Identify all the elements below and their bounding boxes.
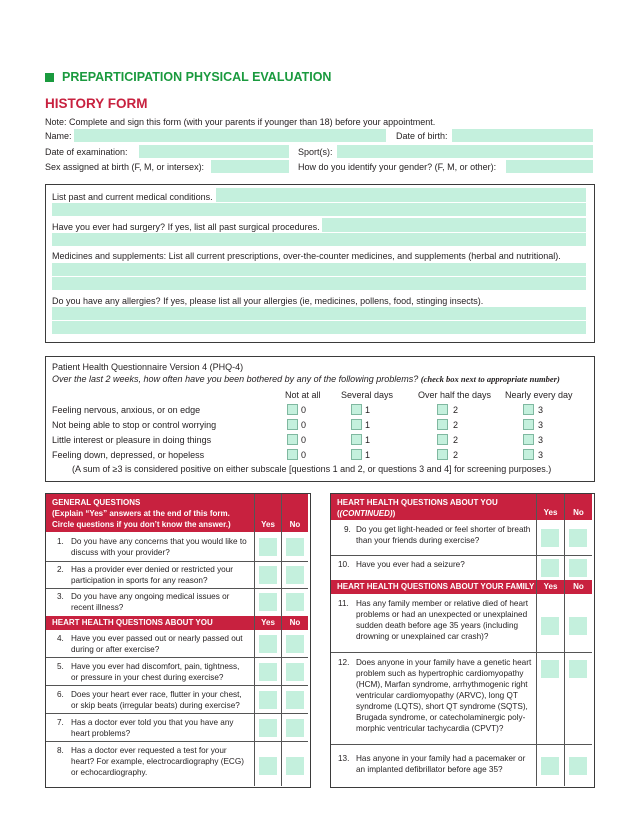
page-title: HISTORY FORM [45,96,148,111]
q12-yes-checkbox[interactable] [541,660,559,678]
phq4-row-2-label: Not being able to stop or control worrying [52,420,217,430]
q13-no-checkbox[interactable] [569,757,587,775]
allergies-field-2[interactable] [52,321,586,334]
question-text: Has a doctor ever requested a test for your heart? For example, electrocardiography (ECG) or echocardiography. [71,746,244,777]
exam-date-field[interactable] [139,145,289,158]
row-divider [46,685,308,686]
phq4-checkbox[interactable] [351,419,362,430]
phq4-checkbox[interactable] [523,404,534,415]
question-text: Does anyone in your family have a genetic heart problem such as hypertrophic cardiomyopathy (HCM), Marfan syndrome, arrhythmogenic right ventricular cardiomyopathy (ARVC), long QT syndrome (LQTS), short QT syndrome (SQTS), Brugada syndrome, or catecholaminergic poly- morphic ventricular tachycardia (CPVT)? [356,658,532,733]
column-divider [281,494,282,786]
question-text: Do you get light-headed or feel shorter of breath than your friends during exercise? [356,525,531,545]
surgery-label: Have you ever had surgery? If yes, list all past surgical procedures. [52,222,320,232]
q9-yes-checkbox[interactable] [541,529,559,547]
phq4-checkbox[interactable] [523,419,534,430]
phq4-value: 1 [365,420,371,430]
yes-column-header: Yes [537,580,564,594]
column-divider [564,494,565,786]
phq4-value: 2 [453,450,459,460]
instructions-note: Note: Complete and sign this form (with your parents if younger than 18) before your appointment. [45,117,436,127]
phq4-title: Patient Health Questionnaire Version 4 (PHQ-4) [52,362,244,372]
question-text: Has anyone in your family had a pacemaker or an implanted defibrillator before age 35? [356,754,526,774]
phq4-checkbox[interactable] [287,434,298,445]
q12-no-checkbox[interactable] [569,660,587,678]
row-divider [331,652,592,653]
phq4-checkbox[interactable] [437,449,448,460]
family-heart-health-header: HEART HEALTH QUESTIONS ABOUT YOUR FAMILY [331,580,536,594]
medicines-label: Medicines and supplements: List all current prescriptions, over-the-counter medicines, and supplements (herbal and nutritional). [52,251,561,261]
heart-health-continued-header: HEART HEALTH QUESTIONS ABOUT YOU ((CONTINUED)) [331,494,536,520]
q10-yes-checkbox[interactable] [541,559,559,577]
phq4-checkbox[interactable] [523,449,534,460]
phq4-value: 0 [301,435,307,445]
no-column-header: No [282,494,308,532]
phq4-instruction: Over the last 2 weeks, how often have you been bothered by any of the following problems? (check box next to appropriate number) [52,374,560,384]
phq4-value: 2 [453,435,459,445]
phq4-col-several-days: Several days [341,390,394,400]
phq4-value: 1 [365,435,371,445]
yes-column-header: Yes [255,616,281,630]
conditions-field-2[interactable] [52,203,586,216]
yes-column-header: Yes [537,494,564,520]
question-text: Do you have any ongoing medical issues or recent illness? [71,592,230,612]
phq4-checkbox[interactable] [351,449,362,460]
phq4-checkbox[interactable] [523,434,534,445]
phq4-checkbox[interactable] [287,404,298,415]
question-number: 6. [57,690,64,699]
phq4-footnote: (A sum of ≥3 is considered positive on either subscale [questions 1 and 2, or questions 3 and 4] for screening purposes.) [72,464,552,474]
question-number: 7. [57,718,64,727]
row-divider [46,561,308,562]
question-text: Have you ever had discomfort, pain, tightness, or pressure in your chest during exercise? [71,662,240,682]
exam-date-label: Date of examination: [45,147,128,157]
sports-field[interactable] [337,145,593,158]
phq4-checkbox[interactable] [287,449,298,460]
form-title: PREPARTICIPATION PHYSICAL EVALUATION [62,70,332,84]
allergies-label: Do you have any allergies? If yes, please list all your allergies (ie, medicines, pollens, food, stinging insects). [52,296,484,306]
phq4-value: 0 [301,450,307,460]
question-number: 10. [338,560,350,569]
question-text: Have you ever had a seizure? [356,560,465,569]
question-text: Has a doctor ever told you that you have any heart problems? [71,718,234,738]
surgery-field[interactable] [322,218,586,232]
phq4-checkbox[interactable] [437,419,448,430]
question-text: Do you have any concerns that you would like to discuss with your provider? [71,537,247,557]
no-column-header: No [282,616,308,630]
dob-label: Date of birth: [396,131,448,141]
no-column-header: No [565,494,592,520]
q6-yes-checkbox[interactable] [259,691,277,709]
question-text: Does your heart ever race, flutter in your chest, or skip beats (irregular beats) during exercise? [71,690,242,710]
phq4-row-1-label: Feeling nervous, anxious, or on edge [52,405,201,415]
q3-yes-checkbox[interactable] [259,593,277,611]
row-divider [331,555,592,556]
phq4-checkbox[interactable] [287,419,298,430]
phq4-row-3-label: Little interest or pleasure in doing things [52,435,212,445]
column-divider [536,494,537,786]
sports-label: Sport(s): [298,147,333,157]
section-marker-icon [45,73,54,82]
sex-label: Sex assigned at birth (F, M, or intersex): [45,162,205,172]
question-text: Have you ever passed out or nearly passed out during or after exercise? [71,634,243,654]
q1-no-checkbox[interactable] [286,538,304,556]
row-divider [46,588,308,589]
phq4-value: 3 [538,450,544,460]
phq4-value: 3 [538,420,544,430]
question-number: 12. [338,658,350,667]
q11-yes-checkbox[interactable] [541,617,559,635]
question-text: Has any family member or relative died of heart problems or had an unexpected or unexplained sudden death before age 35 years (including drowning or unexplained car crash)? [356,599,529,641]
column-divider [254,494,255,786]
question-number: 2. [57,565,64,574]
row-divider [46,657,308,658]
name-label: Name: [45,131,72,141]
conditions-field[interactable] [216,188,586,202]
phq4-value: 1 [365,450,371,460]
question-number: 1. [57,537,64,546]
heart-health-header: HEART HEALTH QUESTIONS ABOUT YOU [46,616,254,630]
sex-field[interactable] [211,160,289,173]
dob-field[interactable] [452,129,593,142]
q5-yes-checkbox[interactable] [259,663,277,681]
q11-no-checkbox[interactable] [569,617,587,635]
surgery-field-2[interactable] [52,233,586,246]
q8-no-checkbox[interactable] [286,757,304,775]
question-number: 8. [57,746,64,755]
q6-no-checkbox[interactable] [286,691,304,709]
row-divider [46,741,308,742]
q10-no-checkbox[interactable] [569,559,587,577]
phq4-value: 2 [453,420,459,430]
q1-yes-checkbox[interactable] [259,538,277,556]
phq4-value: 0 [301,420,307,430]
phq4-value: 3 [538,405,544,415]
yes-column-header: Yes [255,494,281,532]
q4-yes-checkbox[interactable] [259,635,277,653]
phq4-value: 2 [453,405,459,415]
q9-no-checkbox[interactable] [569,529,587,547]
q7-no-checkbox[interactable] [286,719,304,737]
no-column-header: No [565,580,592,594]
phq4-col-nearly-every-day: Nearly every day [505,390,573,400]
q2-no-checkbox[interactable] [286,566,304,584]
phq4-row-4-label: Feeling down, depressed, or hopeless [52,450,205,460]
general-questions-header: GENERAL QUESTIONS (Explain “Yes” answers at the end of this form. Circle questions if you don’t know the answer.) [46,494,254,532]
question-number: 13. [338,754,350,763]
phq4-col-over-half: Over half the days [418,390,492,400]
q8-yes-checkbox[interactable] [259,757,277,775]
q4-no-checkbox[interactable] [286,635,304,653]
phq4-checkbox[interactable] [437,434,448,445]
medicines-field-2[interactable] [52,277,586,290]
q2-yes-checkbox[interactable] [259,566,277,584]
phq4-value: 1 [365,405,371,415]
gender-field[interactable] [506,160,593,173]
question-text: Has a provider ever denied or restricted your participation in sports for any reason? [71,565,234,585]
phq4-value: 3 [538,435,544,445]
allergies-field[interactable] [52,307,586,320]
phq4-col-not-at-all: Not at all [285,390,321,400]
row-divider [46,713,308,714]
name-field[interactable] [74,129,386,142]
phq4-checkbox[interactable] [437,404,448,415]
question-number: 4. [57,634,64,643]
conditions-label: List past and current medical conditions. [52,192,213,202]
gender-label: How do you identify your gender? (F, M, or other): [298,162,497,172]
question-number: 11. [338,599,349,608]
q5-no-checkbox[interactable] [286,663,304,681]
phq4-checkbox[interactable] [351,434,362,445]
medicines-field[interactable] [52,263,586,276]
q13-yes-checkbox[interactable] [541,757,559,775]
question-number: 3. [57,592,64,601]
question-number: 9. [344,525,351,534]
q7-yes-checkbox[interactable] [259,719,277,737]
phq4-checkbox[interactable] [351,404,362,415]
question-number: 5. [57,662,64,671]
phq4-value: 0 [301,405,307,415]
q3-no-checkbox[interactable] [286,593,304,611]
row-divider [331,744,592,745]
